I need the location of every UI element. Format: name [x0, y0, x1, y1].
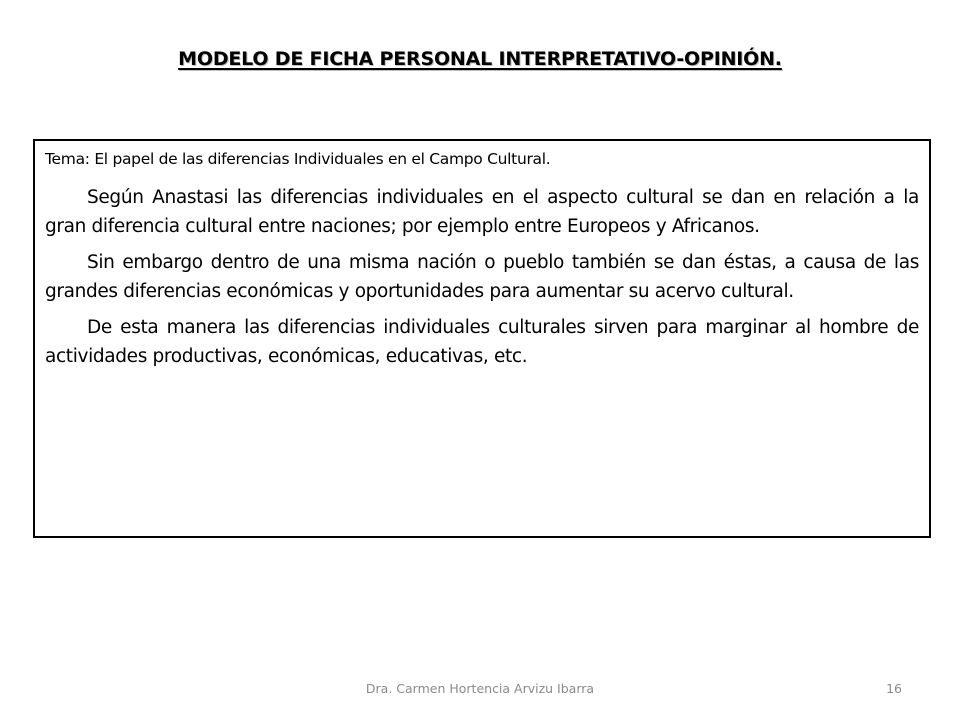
- card-paragraph-1: Según Anastasi las diferencias individuales en el aspecto cultural se dan en relación a la gran diferencia cultural entre naciones; por ejemplo entre Europeos y Africanos.: [45, 187, 919, 237]
- page-number: 16: [886, 681, 902, 696]
- page-title: MODELO DE FICHA PERSONAL INTERPRETATIVO-OPINIÓN.: [178, 48, 782, 70]
- footer-author: Dra. Carmen Hortencia Arvizu Ibarra: [365, 681, 595, 696]
- card-paragraph-3: De esta manera las diferencias individuales culturales sirven para marginar al hombre de actividades productivas, económicas, educativas, etc.: [45, 317, 919, 367]
- card-paragraph-2: Sin embargo dentro de una misma nación o pueblo también se dan éstas, a causa de las grandes diferencias económicas y oportunidades para aumentar su acervo cultural.: [45, 252, 919, 302]
- personal-card-box: [33, 139, 931, 538]
- card-topic: Tema: El papel de las diferencias Individuales en el Campo Cultural.: [45, 150, 551, 168]
